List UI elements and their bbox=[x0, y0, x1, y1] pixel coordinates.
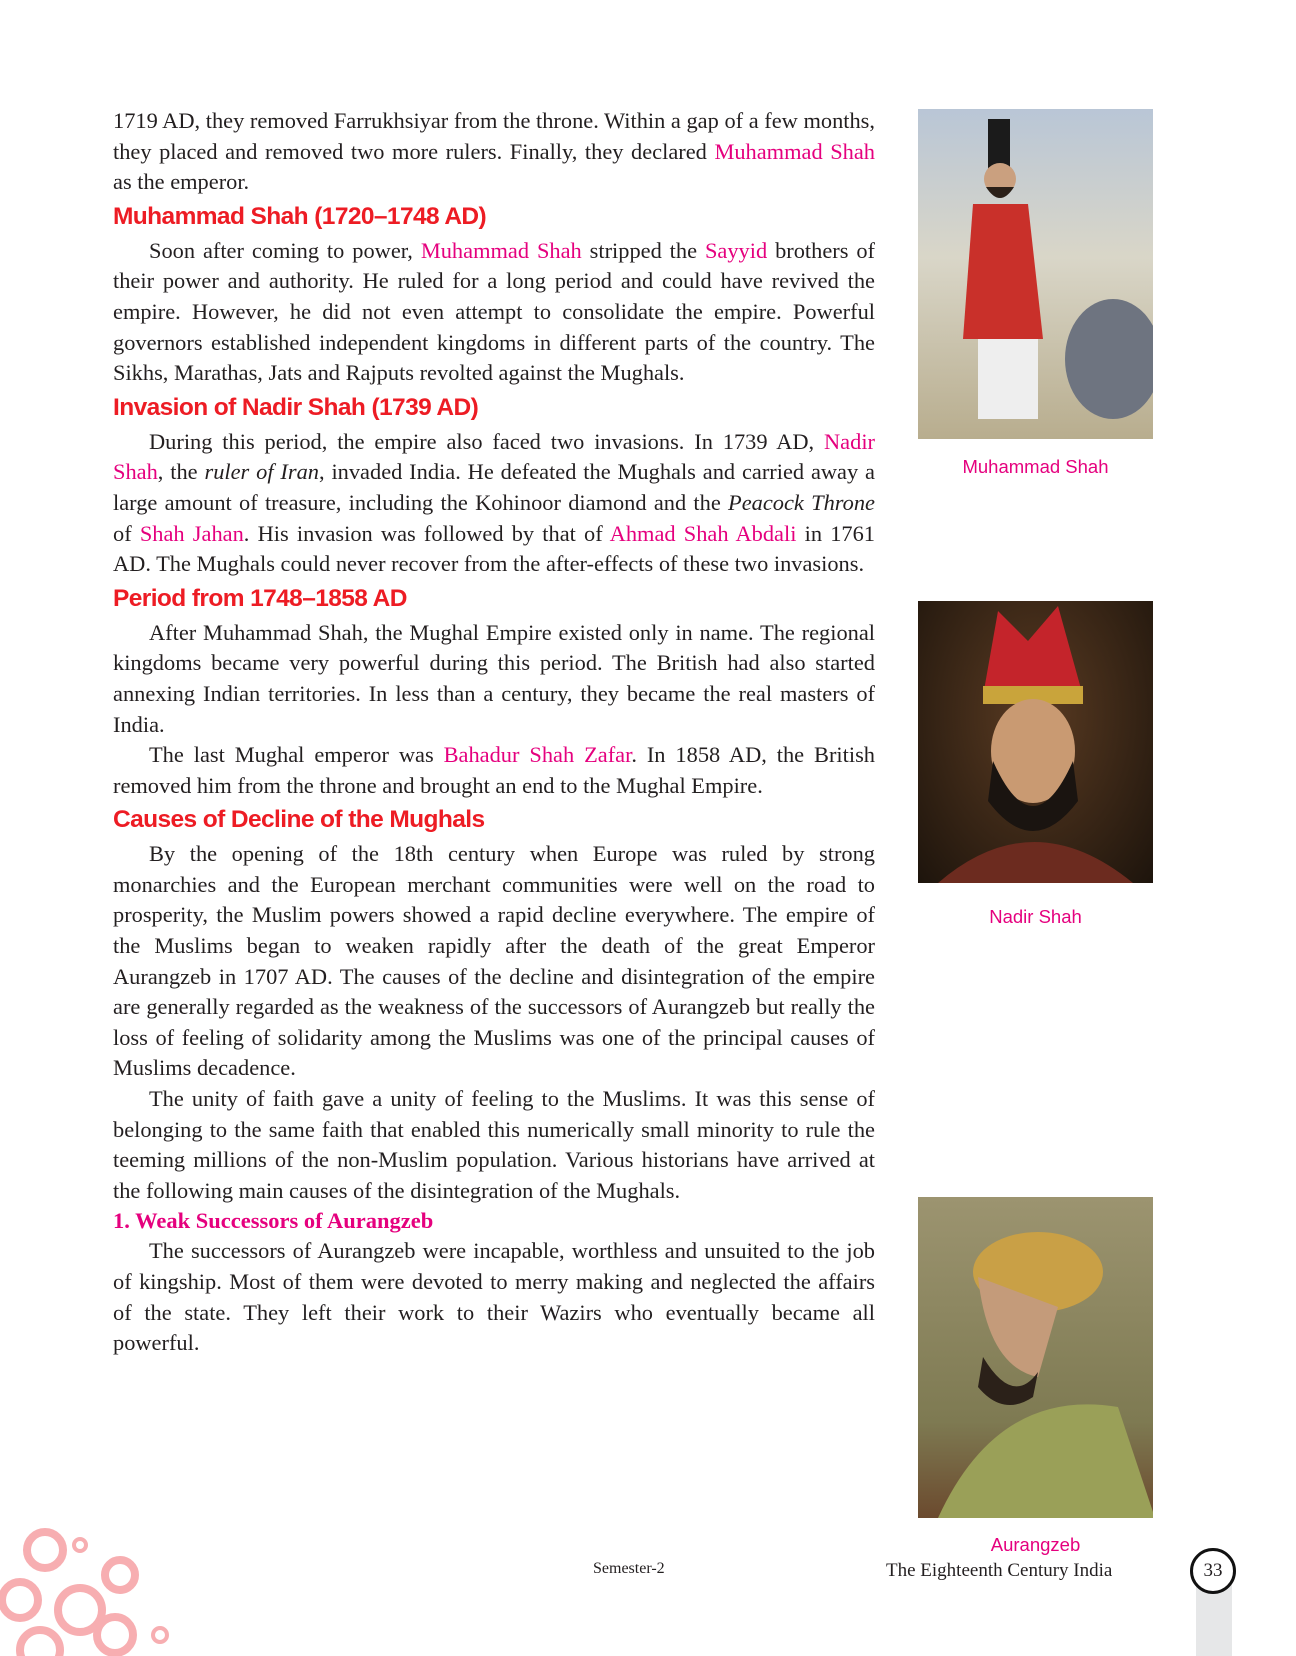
text-run: 1719 AD, they removed Farrukhsiyar from the throne. Within a gap of a few months, they placed and removed two more rulers. Finally, they declared bbox=[113, 108, 875, 164]
highlighted-name: Bahadur Shah Zafar bbox=[443, 742, 632, 768]
text-run: The last Mughal emperor was bbox=[149, 742, 444, 768]
text-run: of bbox=[113, 520, 140, 546]
section-heading: Period from 1748–1858 AD bbox=[113, 584, 407, 612]
text-run: in 1761 AD. The Mughals could never recover from the after-effects of these two invasions. bbox=[113, 520, 876, 577]
text-run: After Muhammad Shah, the Mughal Empire existed only in name. The regional kingdoms became very powerful during this period. The British had also started annexing Indian territories. In less than a century, they became the real masters of India. bbox=[113, 619, 875, 737]
text-run: stripped the bbox=[581, 237, 705, 263]
text-run: The successors of Aurangzeb were incapable, worthless and unsuited to the job of kingship. Most of them were devoted to merry making and neglected the affairs of the state. They left their work to their Wazirs who eventually became all powerful. bbox=[113, 1238, 875, 1356]
text-run: During this period, the empire also faced two invasions. In 1739 AD, bbox=[149, 428, 825, 454]
body-paragraph bbox=[113, 427, 875, 580]
figure-caption: Nadir Shah bbox=[989, 906, 1082, 927]
body-paragraph bbox=[113, 1236, 875, 1358]
text-run: . His invasion was followed by that of bbox=[243, 520, 610, 546]
footer-chapter-title: The Eighteenth Century India bbox=[886, 1560, 1113, 1581]
section-heading: Causes of Decline of the Mughals bbox=[113, 806, 485, 834]
text-run: . In 1858 AD, the British removed him from the throne and brought an end to the Mughal Empire. bbox=[113, 742, 875, 798]
body-paragraph bbox=[113, 236, 875, 389]
text-run: as the emperor. bbox=[113, 169, 250, 195]
text-run: Soon after coming to power, bbox=[149, 237, 421, 263]
body-paragraph bbox=[113, 106, 875, 198]
highlighted-name: Ahmad Shah Abdali bbox=[609, 520, 797, 546]
text-run: ruler of Iran bbox=[204, 459, 319, 485]
muhammad-shah-portrait bbox=[918, 109, 1153, 439]
section-heading: Invasion of Nadir Shah (1739 AD) bbox=[113, 393, 479, 421]
highlighted-name: Sayyid bbox=[704, 237, 768, 263]
text-run: , invaded India. He defeated the Mughals and carried away a large amount of treasure, including the Kohinoor diamond and the bbox=[113, 459, 875, 515]
figure-caption: Muhammad Shah bbox=[962, 456, 1109, 477]
highlighted-name: Muhammad Shah bbox=[714, 138, 875, 164]
highlighted-name: Muhammad Shah bbox=[420, 237, 582, 263]
text-run: By the opening of the 18th century when Europe was ruled by strong monarchies and the European merchant communities were well on the road to prosperity, the Muslim powers showed a rapid decline everywhere. The empire of the Muslims began to weaken rapidly after the death of the great Emperor Aurangzeb in 1707 AD. The causes of the decline and disintegration of the empire are generally regarded as the weakness of the successors of Aurangzeb but really the loss of feeling of solidarity among the Muslims was one of the principal causes of Muslims decadence. bbox=[113, 841, 875, 1081]
text-run: The unity of faith gave a unity of feeling to the Muslims. It was this sense of belonging to the same faith that enabled this numerically small minority to rule the teeming millions of the non-Muslim population. Various historians have arrived at the following main causes of the disintegration of the Mughals. bbox=[113, 1086, 875, 1203]
aurangzeb-portrait bbox=[918, 1197, 1153, 1518]
decorative-circles-icon bbox=[0, 1515, 175, 1656]
text-run: brothers of their power and authority. He ruled for a long period and could have revived the empire. However, he did not even attempt to consolidate the empire. Powerful governors established independent kingdoms in different parts of the country. The Sikhs, Marathas, Jats and Rajputs revolted against the Mughals. bbox=[113, 237, 875, 386]
text-run: , the bbox=[157, 459, 205, 485]
figure-caption: Aurangzeb bbox=[990, 1534, 1081, 1555]
section-heading: Muhammad Shah (1720–1748 AD) bbox=[113, 202, 487, 230]
body-paragraph bbox=[113, 740, 875, 801]
text-run: Peacock Throne bbox=[728, 489, 875, 515]
footer-semester: Semester-2 bbox=[593, 1560, 665, 1577]
highlighted-name: Shah Jahan bbox=[139, 520, 244, 546]
body-paragraph bbox=[113, 1084, 875, 1206]
body-paragraph bbox=[113, 839, 875, 1084]
page-number: 33 bbox=[1190, 1548, 1236, 1594]
highlighted-name: Nadir Shah bbox=[113, 428, 875, 485]
nadir-shah-portrait bbox=[918, 601, 1153, 883]
main-text-column bbox=[113, 106, 875, 1359]
subsection-heading: 1. Weak Successors of Aurangzeb bbox=[113, 1208, 434, 1234]
body-paragraph bbox=[113, 618, 875, 740]
